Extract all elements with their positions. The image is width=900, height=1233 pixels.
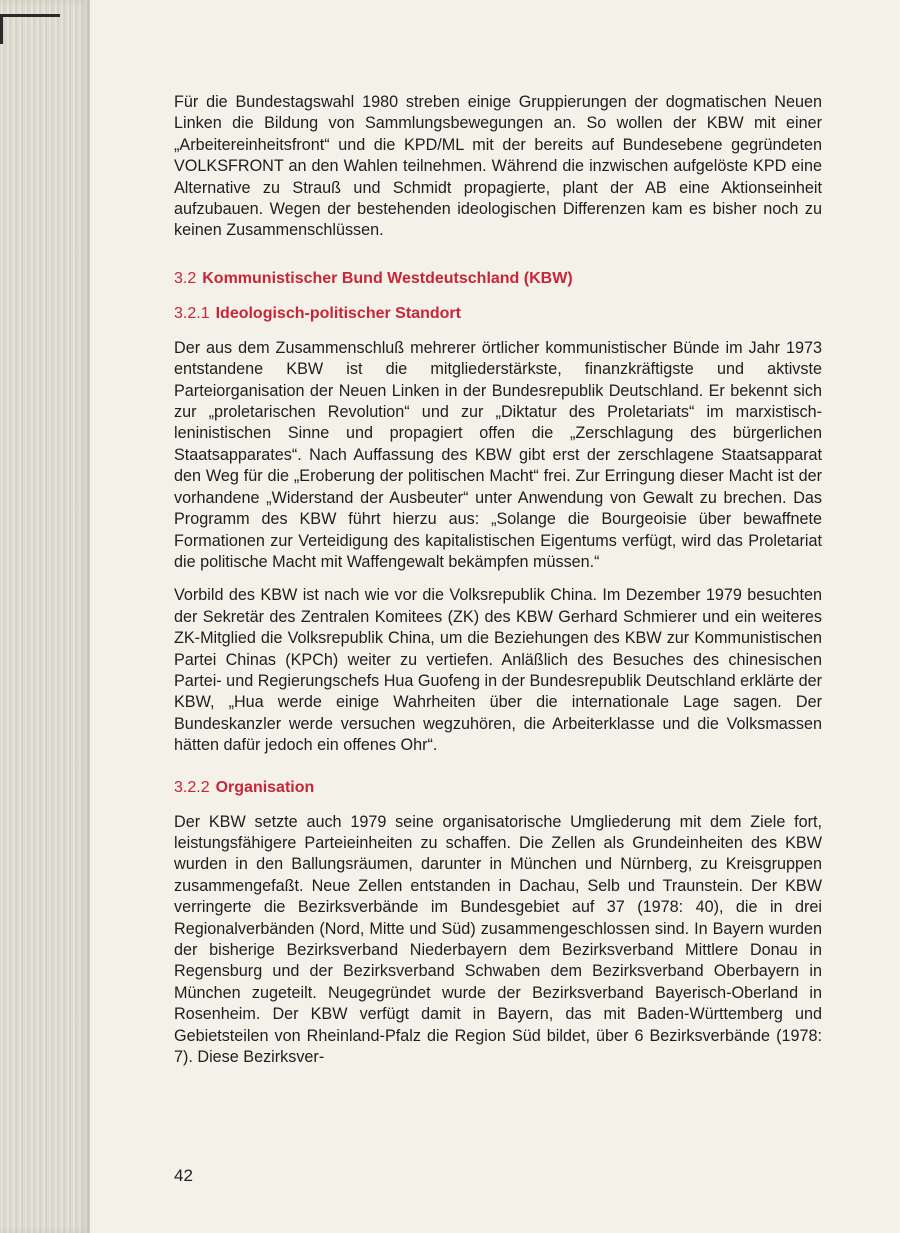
subsection-number: 3.2.2 <box>174 778 210 796</box>
page-edge-mark <box>0 14 60 17</box>
page-edge-tick <box>0 14 3 44</box>
subsection-title: Organisation <box>215 778 315 796</box>
body-paragraph: Der aus dem Zusammenschluß mehrerer örtlicher kommunistischer Bünde im Jahr 1973 entstandene KBW ist die mitgliederstärkste, finanzkräftigste und aktivste Parteiorganisation der Neuen Linken in der Bundesrepublik Deutschland. Er bekennt sich zur „proletarischen Revolution“ und zur „Diktatur des Proletariats“ im marxistisch-leninistischen Sinne und propagiert offen die „Zerschlagung des bürgerlichen Staatsapparates“. Nach Auffassung des KBW gibt erst der zerschlagene Staatsapparat den Weg für die „Eroberung der politischen Macht“ frei. Zur Erringung dieser Macht ist der vorhandene „Widerstand der Ausbeuter“ unter Anwendung von Gewalt zu brechen. Das Programm des KBW führt hierzu aus: „Solange die Bourgeoisie über bewaffnete Formationen zur Verteidigung des kapitalistischen Eigentums verfügt, wird das Proletariat die politische Macht mit Waffengewalt bekämpfen müssen.“ <box>174 338 822 571</box>
page-number: 42 <box>174 1166 193 1185</box>
page-content <box>174 92 822 1080</box>
intro-paragraph: Für die Bundestagswahl 1980 streben einige Gruppierungen der dogmatischen Neuen Linken die Bildung von Sammlungsbewegungen an. So wollen der KBW mit einer „Arbeitereinheitsfront“ und die KPD/ML mit der bereits auf Bundesebene gegründeten VOLKSFRONT an den Wahlen teilnehmen. Während die inzwischen aufgelöste KPD eine Alternative zu Strauß und Schmidt propagierte, plant der AB eine Aktionseinheit aufzubauen. Wegen der bestehenden ideologischen Differenzen kam es bisher noch zu keinen Zusammenschlüssen. <box>174 93 822 240</box>
book-page-edge <box>0 0 90 1233</box>
subsection-number: 3.2.1 <box>174 304 210 322</box>
body-paragraph: Vorbild des KBW ist nach wie vor die Volksrepublik China. Im Dezember 1979 besuchten der Sekretär des Zentralen Komitees (ZK) des KBW Gerhard Schmierer und ein weiteres ZK-Mitglied die Volksrepublik China, um die Beziehungen des KBW zur Kommunistischen Partei Chinas (KPCh) weiter zu vertiefen. Anläßlich des Besuches des chinesischen Partei- und Regierungschefs Hua Guofeng in der Bundesrepublik Deutschland erklärte der KBW, „Hua werde einige Wahrheiten über die internationale Lage sagen. Der Bundeskanzler werde versuchen wegzuhören, die Arbeiterklasse und die Volksmassen hätten dafür jedoch ein offenes Ohr“. <box>174 586 822 755</box>
section-heading <box>174 268 822 289</box>
section-number: 3.2 <box>174 269 197 287</box>
subsection-heading-organisation <box>174 777 822 798</box>
body-paragraph: Der KBW setzte auch 1979 seine organisatorische Umgliederung mit dem Ziele fort, leistungsfähigere Parteieinheiten zu schaffen. Die Zellen als Grundeinheiten des KBW wurden in den Ballungsräumen, darunter in München und Nürnberg, zu Kreisgruppen zusammengefaßt. Neue Zellen entstanden in Dachau, Selb und Traunstein. Der KBW verringerte die Bezirksverbände im Bundesgebiet auf 37 (1978: 40), die in drei Regionalverbänden (Nord, Mitte und Süd) zusammengeschlossen sind. In Bayern wurden der bisherige Bezirksverband Niederbayern dem Bezirksverband Mittlere Donau in Regensburg und der Bezirksverband Schwaben dem Bezirksverband Oberbayern in München zugeteilt. Neugegründet wurde der Bezirksverband Bayerisch-Oberland in Rosenheim. Der KBW verfügt damit in Bayern, das mit Baden-Württemberg und Gebietsteilen von Rheinland-Pfalz die Region Süd bildet, über 6 Bezirksverbände (1978: 7). Diese Bezirksver- <box>174 812 822 1067</box>
section-title: Kommunistischer Bund Westdeutschland (KBW) <box>202 269 573 287</box>
subsection-heading-standort <box>174 303 822 324</box>
subsection-title: Ideologisch-politischer Standort <box>215 304 461 322</box>
